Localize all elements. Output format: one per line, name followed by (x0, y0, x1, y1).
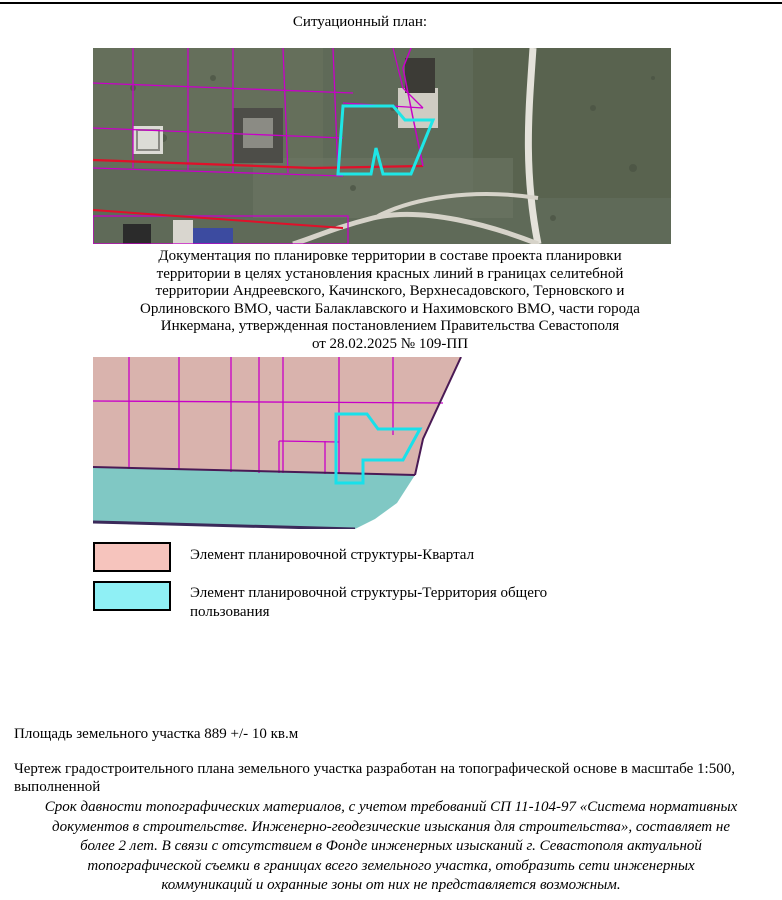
legend-label-public: Элемент планировочной структуры-Территория общего пользования (190, 585, 548, 620)
aerial-photo-icon (93, 48, 671, 244)
public-area (93, 467, 415, 529)
scale-statement: Чертеж градостроительного плана земельного участка разработан на топографической основе в масштабе 1:500, выполненной (14, 761, 735, 795)
caption-line: от 28.02.2025 № 109-ПП (311, 335, 469, 352)
page-title: Ситуационный план: (292, 14, 428, 30)
caption-line: Орлиновского ВМО, части Балаклавского и Нахимовского ВМО, части города (140, 300, 640, 317)
planning-scheme (93, 357, 465, 529)
note-line: Срок давности топографических материалов, с учетом требований СП 11-104-97 «Система нормативных (44, 799, 738, 815)
note-line: документов в строительстве. Инженерно-геодезические изыскания для строительства», составляет не (52, 818, 730, 835)
caption-line: территории Андреевского, Качинского, Верхнесадовского, Терновского и (155, 283, 625, 299)
note-line: коммуникаций и охранные зоны от них не представляется возможным. (161, 877, 621, 893)
legend-swatch-public (93, 581, 171, 611)
parcel-area: Площадь земельного участка 889 +/- 10 кв.м (14, 726, 299, 742)
legend-label-quarter: Элемент планировочной структуры-Квартал (190, 547, 475, 563)
top-rule (0, 2, 782, 4)
caption-line: Инкермана, утвержденная постановлением Правительства Севастополя (160, 318, 620, 334)
legend-swatch-quarter (93, 542, 171, 572)
note-line: более 2 лет. В связи с отсутствием в Фонде инженерных изысканий г. Севастополя актуальной (80, 838, 702, 854)
topography-note (6, 798, 776, 896)
caption-line: Документация по планировке территории в составе проекта планировки (158, 248, 622, 264)
plan-caption (70, 248, 710, 353)
note-line: топографической съемки в границах всего земельного участка, отобразить сети инженерных (87, 857, 695, 874)
caption-line: территории в целях установления красных линий в границах селитебной (156, 265, 624, 282)
